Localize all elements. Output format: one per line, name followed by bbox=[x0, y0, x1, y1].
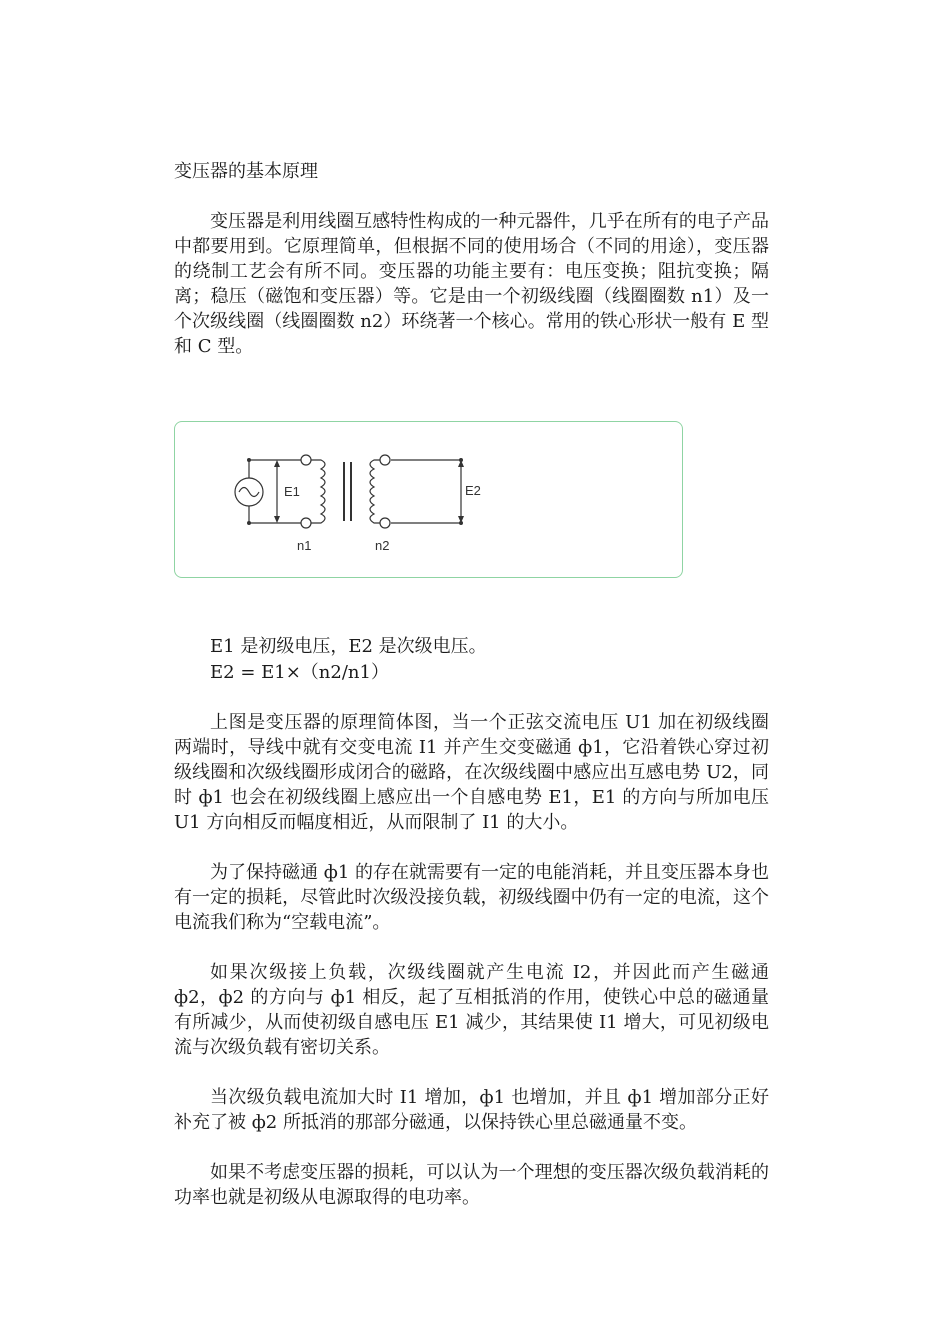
e2-label: E2 bbox=[465, 483, 481, 498]
principle-paragraph: 上图是变压器的原理简体图，当一个正弦交流电压 U1 加在初级线圈两端时，导线中就有交变电流 I1 并产生交变磁通 ф1，它沿着铁心穿过初级线圈和次级线圈形成闭合的磁路，在次级线圈中感应出互感电势 U2，同时 ф1 也会在初级线圈上感应出一个自感电势 E1，E1 的方向与所加电压 U1 方向相反而幅度相近，从而限制了 I1 的大小。 bbox=[174, 712, 769, 833]
secondary-terminal-bottom-icon bbox=[380, 518, 390, 528]
voltage-ratio-formula: E2 = E1×（n2/n1） bbox=[210, 662, 389, 683]
e1-label: E1 bbox=[284, 484, 300, 499]
secondary-node-top-icon bbox=[459, 458, 463, 462]
document-title: 变压器的基本原理 bbox=[174, 161, 318, 182]
e1-arrow-bottom-icon bbox=[274, 516, 280, 523]
secondary-coil-icon bbox=[370, 460, 385, 523]
ideal-transformer-paragraph: 如果不考虑变压器的损耗，可以认为一个理想的变压器次级负载消耗的功率也就是初级从电源取得的电功率。 bbox=[174, 1162, 769, 1208]
voltage-definition: E1 是初级电压，E2 是次级电压。 bbox=[210, 636, 487, 657]
n1-label: n1 bbox=[297, 538, 312, 553]
primary-terminal-bottom-icon bbox=[301, 518, 311, 528]
secondary-terminal-top-icon bbox=[380, 455, 390, 465]
transformer-diagram bbox=[174, 421, 683, 578]
primary-terminal-top-icon bbox=[301, 455, 311, 465]
primary-node-bottom-icon bbox=[247, 521, 251, 525]
primary-coil-icon bbox=[310, 460, 325, 523]
primary-node-top-icon bbox=[247, 458, 251, 462]
no-load-current-paragraph: 为了保持磁通 ф1 的存在就需要有一定的电能消耗，并且变压器本身也有一定的损耗，尽管此时次级没接负载，初级线圈中仍有一定的电流，这个电流我们称为“空载电流”。 bbox=[174, 862, 769, 933]
secondary-node-bottom-icon bbox=[459, 521, 463, 525]
transformer-circuit bbox=[175, 422, 683, 578]
e1-arrow-top-icon bbox=[274, 460, 280, 467]
flux-balance-paragraph: 当次级负载电流加大时 I1 增加，ф1 也增加，并且 ф1 增加部分正好补充了被 ф2 所抵消的那部分磁通，以保持铁心里总磁通量不变。 bbox=[174, 1087, 769, 1133]
intro-paragraph: 变压器是利用线圈互感特性构成的一种元器件，几乎在所有的电子产品中都要用到。它原理简单，但根据不同的使用场合（不同的用途），变压器的绕制工艺会有所不同。变压器的功能主要有：电压变换；阻抗变换；隔离；稳压（磁饱和变压器）等。它是由一个初级线圈（线圈圈数 n1）及一个次级线圈（线圈圈数 n2）环绕著一个核心。常用的铁心形状一般有 E 型和 C 型。 bbox=[174, 211, 769, 357]
n2-label: n2 bbox=[375, 538, 390, 553]
load-effect-paragraph: 如果次级接上负载，次级线圈就产生电流 I2，并因此而产生磁通 ф2，ф2 的方向与 ф1 相反，起了互相抵消的作用，使铁心中总的磁通量有所减少，从而使初级自感电压 E1 减少，其结果使 I1 增大，可见初级电流与次级负载有密切关系。 bbox=[174, 962, 769, 1058]
